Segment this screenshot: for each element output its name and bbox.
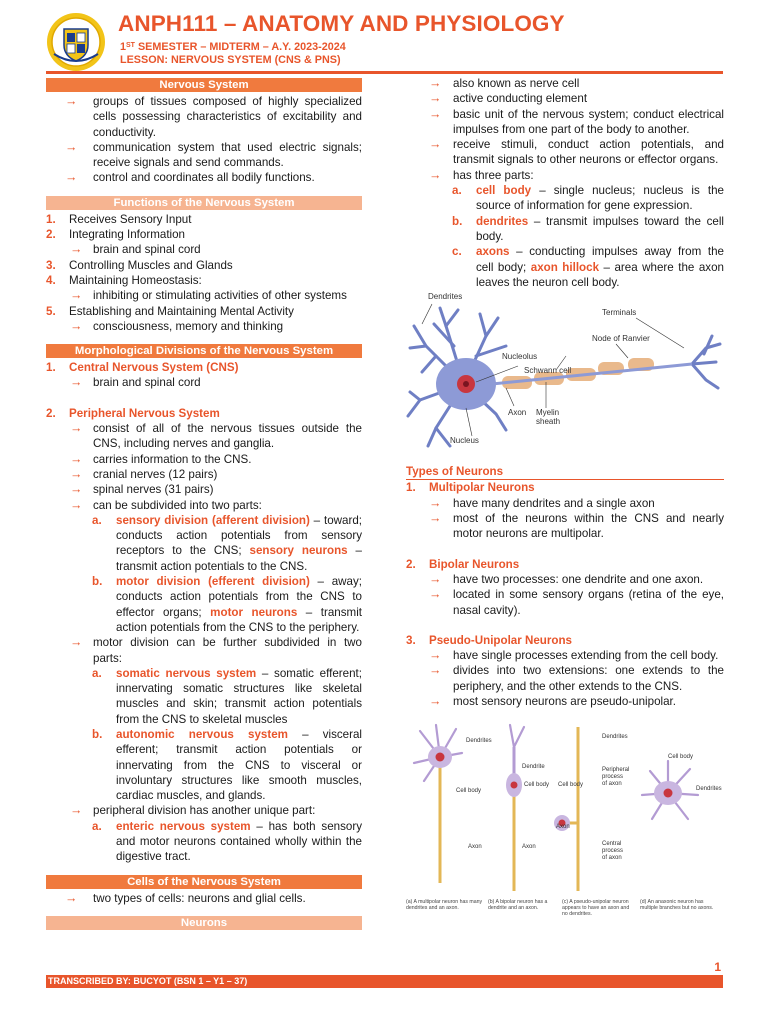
list-subitem: → brain and spinal cord bbox=[70, 375, 201, 390]
figure-caption: (d) An anaxonic neuron has multiple branches but no axons. bbox=[640, 899, 714, 912]
arrow-icon: → bbox=[70, 466, 83, 481]
letter-item: a. sensory division (afferent division) – toward; conducts action potentials from sensory receptors to the CNS; sensory neurons – transmit action potentials to the CNS. bbox=[92, 513, 362, 573]
letter-item: a. cell body – single nucleus; nucleus is the source of information for gene expression. bbox=[452, 184, 724, 213]
arrow-icon: → bbox=[429, 91, 442, 106]
arrow-icon: → bbox=[65, 139, 78, 154]
figure-label: Cell body bbox=[668, 754, 694, 761]
list-subitem: → inhibiting or stimulating activities of other systems bbox=[70, 288, 347, 303]
list-item: → also known as nerve cell bbox=[429, 76, 580, 90]
list-subitem: → consciousness, memory and thinking bbox=[70, 318, 284, 333]
list-subitem: → consist of all of the nervous tissues outside the CNS, including nerves and ganglia. bbox=[70, 421, 362, 451]
figure-caption: (b) A bipolar neuron has a dendrite and an axon. bbox=[488, 899, 548, 912]
figure-label: Terminals bbox=[602, 308, 637, 318]
figure-label: Axon bbox=[508, 408, 527, 418]
list-subitem: → located in some sensory organs (retina of the eye, nasal cavity). bbox=[429, 587, 724, 617]
figure-label: Central process of axon bbox=[602, 841, 624, 862]
arrow-icon: → bbox=[70, 242, 83, 257]
arrow-icon: → bbox=[429, 137, 442, 152]
document-title: ANPH111 – ANATOMY AND PHYSIOLOGY bbox=[118, 11, 565, 36]
letter-item: a. somatic nervous system – somatic efferent; innervating somatic structures like skeletal muscles and skin; transmit action potentials from the CNS to skeletal muscles bbox=[92, 666, 362, 726]
list-item: 2. Peripheral Nervous System bbox=[46, 406, 220, 420]
arrow-icon: → bbox=[429, 76, 442, 90]
list-subitem: → spinal nerves (31 pairs) bbox=[70, 482, 214, 497]
arrow-icon: → bbox=[70, 421, 83, 436]
figure-label: Cell body bbox=[524, 782, 550, 789]
arrow-icon: → bbox=[70, 635, 83, 650]
figure-label: Axon bbox=[468, 844, 482, 851]
list-subitem: → peripheral division has another unique part: bbox=[70, 803, 316, 818]
list-subitem: → can be subdivided into two parts: bbox=[70, 497, 262, 512]
list-subitem: → have two processes: one dendrite and one axon. bbox=[429, 571, 704, 586]
figure-label: Cell body bbox=[558, 782, 584, 789]
list-item: 3. Controlling Muscles and Glands bbox=[46, 258, 233, 272]
figure-label: Axon bbox=[522, 844, 536, 851]
list-subitem: → divides into two extensions: one extends to the periphery, and the other extends to the CNS. bbox=[429, 663, 724, 693]
arrow-icon: → bbox=[429, 663, 442, 678]
header-rule bbox=[46, 71, 723, 74]
arrow-icon: → bbox=[429, 167, 442, 182]
figure-label: Nucleolus bbox=[502, 352, 538, 362]
left-column bbox=[46, 76, 362, 932]
school-seal-logo bbox=[46, 12, 106, 72]
arrow-icon: → bbox=[70, 375, 83, 390]
list-subitem: → carries information to the CNS. bbox=[70, 451, 252, 466]
arrow-icon: → bbox=[429, 495, 442, 510]
list-subitem: → motor division can be further subdivided in two parts: bbox=[70, 635, 362, 665]
types-heading: Types of Neurons bbox=[406, 464, 724, 480]
list-item: 1. Multipolar Neurons bbox=[406, 481, 535, 495]
list-item: 3. Pseudo-Unipolar Neurons bbox=[406, 633, 573, 647]
list-item: 4. Maintaining Homeostasis: bbox=[46, 273, 202, 287]
list-item: 1. Central Nervous System (CNS) bbox=[46, 361, 239, 375]
arrow-icon: → bbox=[429, 511, 442, 526]
arrow-icon: → bbox=[65, 170, 78, 185]
section-heading-neurons: Neurons bbox=[46, 916, 362, 930]
figure-caption: (c) A pseudo-unipolar neuron appears to have an axon and no dendrites. bbox=[562, 899, 630, 918]
neuron-types-diagram bbox=[406, 723, 724, 923]
letter-item: b. dendrites – transmit impulses toward the cell body. bbox=[452, 214, 724, 243]
list-subitem: → cranial nerves (12 pairs) bbox=[70, 466, 218, 481]
figure-caption: (a) A multipolar neuron has many dendrites and an axon. bbox=[406, 899, 483, 912]
list-item: → two types of cells: neurons and glial cells. bbox=[65, 890, 306, 905]
figure-label: Dendrites bbox=[696, 786, 722, 793]
figure-label: Node of Ranvier bbox=[592, 334, 650, 344]
transcribed-by: TRANSCRIBED BY: BUCYOT (BSN 1 – Y1 – 37) bbox=[48, 976, 248, 986]
arrow-icon: → bbox=[429, 694, 442, 709]
figure-label: Schwann cell bbox=[524, 366, 572, 376]
figure-label: Nucleus bbox=[450, 436, 479, 446]
letter-item: b. motor division (efferent division) – away; conducts action potentials from the CNS to effector organs; motor neurons – transmit action potentials from the CNS to the periphery. bbox=[92, 575, 362, 634]
arrow-icon: → bbox=[429, 106, 442, 121]
right-column bbox=[406, 76, 724, 923]
section-heading-morphological: Morphological Divisions of the Nervous System bbox=[46, 344, 362, 358]
arrow-icon: → bbox=[429, 587, 442, 602]
page-header bbox=[0, 0, 768, 74]
neuron-diagram bbox=[406, 292, 724, 456]
list-item: → basic unit of the nervous system; conduct electrical impulses from one part of the body to another. bbox=[429, 106, 724, 136]
list-item: 5. Establishing and Maintaining Mental Activity bbox=[46, 304, 294, 318]
arrow-icon: → bbox=[70, 318, 83, 333]
figure-label: Peripheral process of axon bbox=[602, 767, 630, 788]
letter-item: c. axons – conducting impulses away from the cell body; axon hillock – area where the axon leaves the neuron cell body. bbox=[452, 245, 724, 289]
list-subitem: → have single processes extending from the cell body. bbox=[429, 648, 719, 663]
arrow-icon: → bbox=[429, 571, 442, 586]
lesson-line: LESSON: NERVOUS SYSTEM (CNS & PNS) bbox=[120, 54, 341, 66]
arrow-icon: → bbox=[429, 648, 442, 663]
arrow-icon: → bbox=[70, 451, 83, 466]
list-item: → control and coordinates all bodily functions. bbox=[65, 170, 315, 185]
figure-label: Cell body bbox=[456, 788, 482, 795]
arrow-icon: → bbox=[65, 94, 78, 108]
list-subitem: → most of the neurons within the CNS and nearly motor neurons are multipolar. bbox=[429, 511, 724, 541]
list-item: → receive stimuli, conduct action potentials, and transmit signals to other neurons or effector organs. bbox=[429, 137, 724, 167]
list-item: → communication system that used electric signals; receive signals and send commands. bbox=[65, 139, 362, 170]
section-heading-nervous-system: Nervous System bbox=[46, 78, 362, 92]
list-subitem: → have many dendrites and a single axon bbox=[429, 495, 655, 510]
figure-label: Axon bbox=[556, 824, 570, 831]
section-heading-functions: Functions of the Nervous System bbox=[46, 196, 362, 210]
list-item: 2. Bipolar Neurons bbox=[406, 557, 520, 571]
list-item: → has three parts: bbox=[429, 167, 534, 182]
semester-line: 1ST SEMESTER – MIDTERM – A.Y. 2023-2024 bbox=[120, 41, 346, 53]
figure-label: Dendrites bbox=[602, 734, 628, 741]
list-item: 2. Integrating Information bbox=[46, 228, 186, 242]
figure-label: Dendrites bbox=[428, 292, 463, 302]
section-heading-cells: Cells of the Nervous System bbox=[46, 875, 362, 889]
figure-label: Dendrite bbox=[522, 764, 545, 771]
letter-item: a. enteric nervous system – has both sensory and motor neurons contained wholly within the digestive tract. bbox=[92, 819, 362, 864]
arrow-icon: → bbox=[70, 497, 83, 512]
arrow-icon: → bbox=[65, 890, 78, 905]
list-item: → active conducting element bbox=[429, 91, 588, 106]
page-number: 1 bbox=[714, 960, 721, 974]
figure-label: Dendrites bbox=[466, 738, 492, 745]
arrow-icon: → bbox=[70, 288, 83, 303]
list-item: 1. Receives Sensory Input bbox=[46, 212, 192, 226]
arrow-icon: → bbox=[70, 803, 83, 818]
letter-item: b. autonomic nervous system – visceral efferent; transmit action potentials or innervating from the CNS to visceral or involuntary structures like smooth muscles, cardiac muscles, and glands. bbox=[92, 727, 362, 803]
figure-label: Myelin sheath bbox=[536, 408, 561, 427]
list-subitem: → most sensory neurons are pseudo-unipolar. bbox=[429, 694, 676, 709]
list-item: → groups of tissues composed of highly specialized cells possessing characteristics of excitability and conductivity. bbox=[65, 94, 362, 139]
list-subitem: → brain and spinal cord bbox=[70, 242, 201, 257]
arrow-icon: → bbox=[70, 482, 83, 497]
neuron-illustration bbox=[406, 296, 724, 456]
